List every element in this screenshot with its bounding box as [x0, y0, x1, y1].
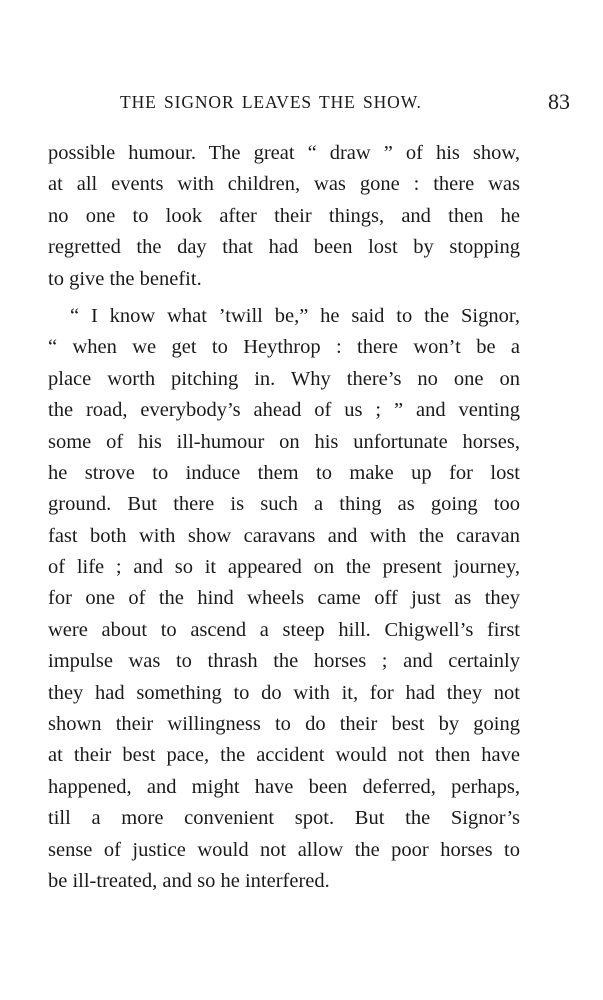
body-text: [48, 138, 520, 897]
text-line: to give the benefit.: [48, 267, 202, 290]
text-line: place worth pitching in. Why there’s no one on: [48, 367, 520, 390]
text-line: he strove to induce them to make up for lost: [48, 461, 520, 484]
text-line: for one of the hind wheels came off just as they: [48, 587, 520, 610]
text-line: of life ; and so it appeared on the present journey,: [48, 556, 520, 579]
text-line: no one to look after their things, and then he: [48, 204, 520, 227]
text-line: sense of justice would not allow the poor horses to: [48, 838, 520, 861]
text-line: happened, and might have been deferred, perhaps,: [48, 775, 520, 798]
text-line: the road, everybody’s ahead of us ; ” and venting: [48, 399, 520, 422]
text-line: possible humour. The great “ draw ” of his show,: [48, 142, 520, 164]
page-number: 83: [548, 89, 570, 114]
text-line: were about to ascend a steep hill. Chigwell’s first: [48, 618, 520, 641]
text-line: they had something to do with it, for had they not: [48, 681, 520, 704]
text-line: “ when we get to Heythrop : there won’t be a: [48, 336, 520, 359]
text-line: till a more convenient spot. But the Signor’s: [48, 807, 520, 830]
text-line: ground. But there is such a thing as going too: [48, 493, 520, 516]
running-title: THE SIGNOR LEAVES THE SHOW.: [120, 92, 422, 112]
text-line: regretted the day that had been lost by stopping: [48, 236, 520, 259]
text-line: be ill-treated, and so he interfered.: [48, 869, 330, 892]
text-line: at their best pace, the accident would not then have: [48, 744, 520, 767]
text-line: shown their willingness to do their best by going: [48, 713, 520, 736]
text-line: fast both with show caravans and with the caravan: [48, 524, 520, 547]
text-line: impulse was to thrash the horses ; and certainly: [48, 650, 520, 673]
running-head: [48, 89, 570, 118]
text-line: some of his ill-humour on his unfortunate horses,: [48, 430, 520, 453]
text-line: at all events with children, was gone : there was: [48, 173, 520, 196]
text-line: “ I know what ’twill be,” he said to the Signor,: [70, 304, 520, 327]
